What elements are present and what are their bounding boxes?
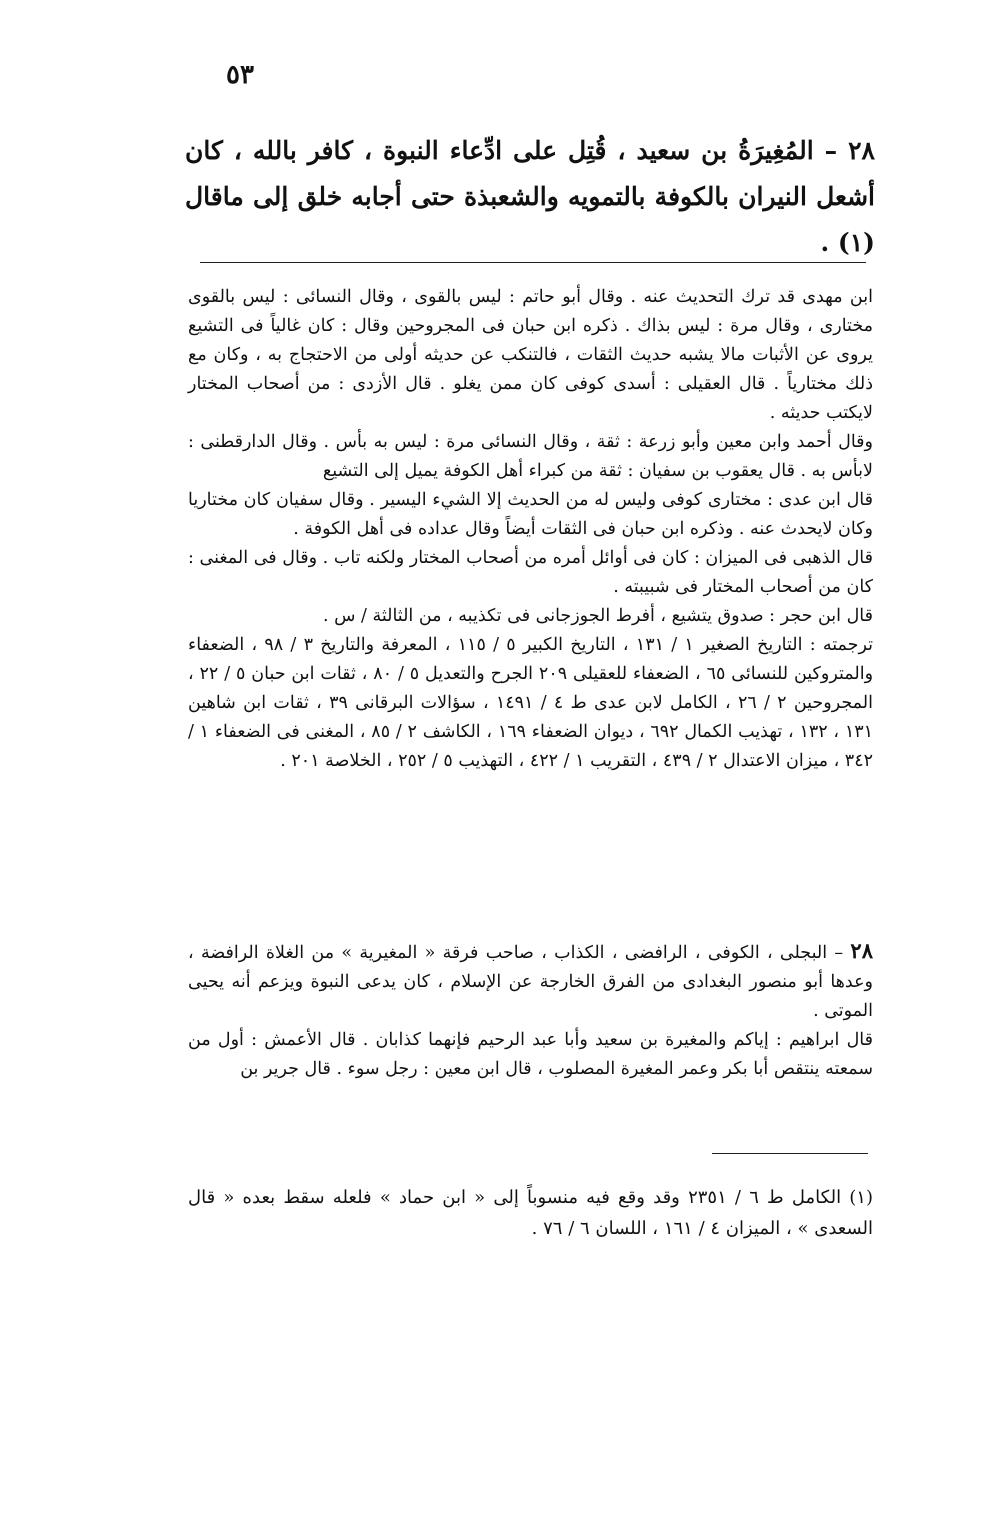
footnote xyxy=(188,1182,873,1244)
footnote-divider xyxy=(712,1153,868,1154)
note-paragraph: قال ابراهيم : إياكم والمغيرة بن سعيد وأبا عبد الرحيم فإنهما كذابان . قال الأعمش : أول من سمعته ينتقص أبا بكر وعمر المغيرة المصلوب ، قال ابن معين : رجل سوء . قال جرير بن xyxy=(188,1030,873,1079)
note-paragraph: وقال أحمد وابن معين وأبو زرعة : ثقة ، وقال النسائى مرة : ليس به بأس . وقال الدارقطنى : لابأس به . قال يعقوب بن سفيان : ثقة من كبراء أهل الكوفة يميل إلى التشيع xyxy=(188,432,873,481)
entry-text: المُغِيرَةُ بن سعيد ، قُتِل على ادِّعاء النبوة ، كافر بالله ، كان أشعل النيران بالكوفة بالتمويه والشعبذة حتى أجابه خلق إلى ماقال (١) . xyxy=(185,136,875,257)
notes-continued xyxy=(188,283,873,776)
page-number: ٥٣ xyxy=(226,60,254,90)
note-paragraph xyxy=(188,936,873,1026)
section-divider xyxy=(200,262,866,263)
note-entry-28 xyxy=(188,936,873,1084)
note-paragraph: ترجمته : التاريخ الصغير ١ / ١٣١ ، التاريخ الكبير ٥ / ١١٥ ، المعرفة والتاريخ ٣ / ٩٨ ، الضعفاء والمتروكين للنسائى ٦٥ ، الضعفاء للعقيلى ٢٠٩ الجرح والتعديل ٥ / ٨٠ ، ثقات ابن حبان ٥ / ٢٢ ، المجروحين ٢ / ٢٦ ، الكامل لابن عدى ط ٤ / ١٤٩١ ، سؤالات البرقانى ٣٩ ، ثقات ابن شاهين ١٣١ ، ١٣٢ ، تهذيب الكمال ٦٩٢ ، ديوان الضعفاء ١٦٩ ، الكاشف ٢ / ٨٥ ، المغنى فى الضعفاء ١ / ٣٤٢ ، ميزان الاعتدال ٢ / ٤٣٩ ، التقريب ١ / ٤٢٢ ، التهذيب ٥ / ٢٥٢ ، الخلاصة ٢٠١ . xyxy=(188,635,874,771)
note-paragraph: قال الذهبى فى الميزان : كان فى أوائل أمره من أصحاب المختار ولكنه تاب . وقال فى المغنى : كان من أصحاب المختار فى شبيبته . xyxy=(188,548,873,597)
note-paragraph: قال ابن حجر : صدوق يتشيع ، أفرط الجوزجانى فى تكذيبه ، من الثالثة / س . xyxy=(322,606,873,626)
main-entry xyxy=(185,128,875,266)
note-paragraph: قال ابن عدى : مختارى كوفى وليس له من الحديث إلا الشيء اليسير . وقال سفيان كان مختاريا وكان لايحدث عنه . وذكره ابن حبان فى الثقات أيضاً وقال عداده فى أهل الكوفة . xyxy=(188,490,873,539)
note-paragraph: ابن مهدى قد ترك التحديث عنه . وقال أبو حاتم : ليس بالقوى ، وقال النسائى : ليس بالقوى مختارى ، وقال مرة : ليس بذاك . ذكره ابن حبان فى المجروحين وقال : كان غالياً فى التشيع يروى عن الأثبات مالا يشبه حديث الثقات ، فالتنكب عن حديثه أولى من الاحتجاج به ، وكان مع ذلك مختارياً . قال العقيلى : أسدى كوفى كان ممن يغلو . قال الأزدى : من أصحاب المختار لايكتب حديثه . xyxy=(188,287,873,423)
note-number: ٢٨ xyxy=(850,938,873,963)
footnote-text: (١) الكامل ط ٦ / ٢٣٥١ وقد وقع فيه منسوباً إلى « ابن حماد » فلعله سقط بعده « قال السعدى » ، الميزان ٤ / ١٦١ ، اللسان ٦ / ٧٦ . xyxy=(188,1187,873,1239)
note-text: – البجلى ، الكوفى ، الرافضى ، الكذاب ، صاحب فرقة « المغيرية » من الغلاة الرافضة ، وعدها أبو منصور البغدادى من الفرق الخارجة عن الإسلام ، كان يدعى النبوة ويزعم أنه يحيى الموتى . xyxy=(188,943,873,1021)
entry-number: ٢٨ – xyxy=(824,136,875,165)
